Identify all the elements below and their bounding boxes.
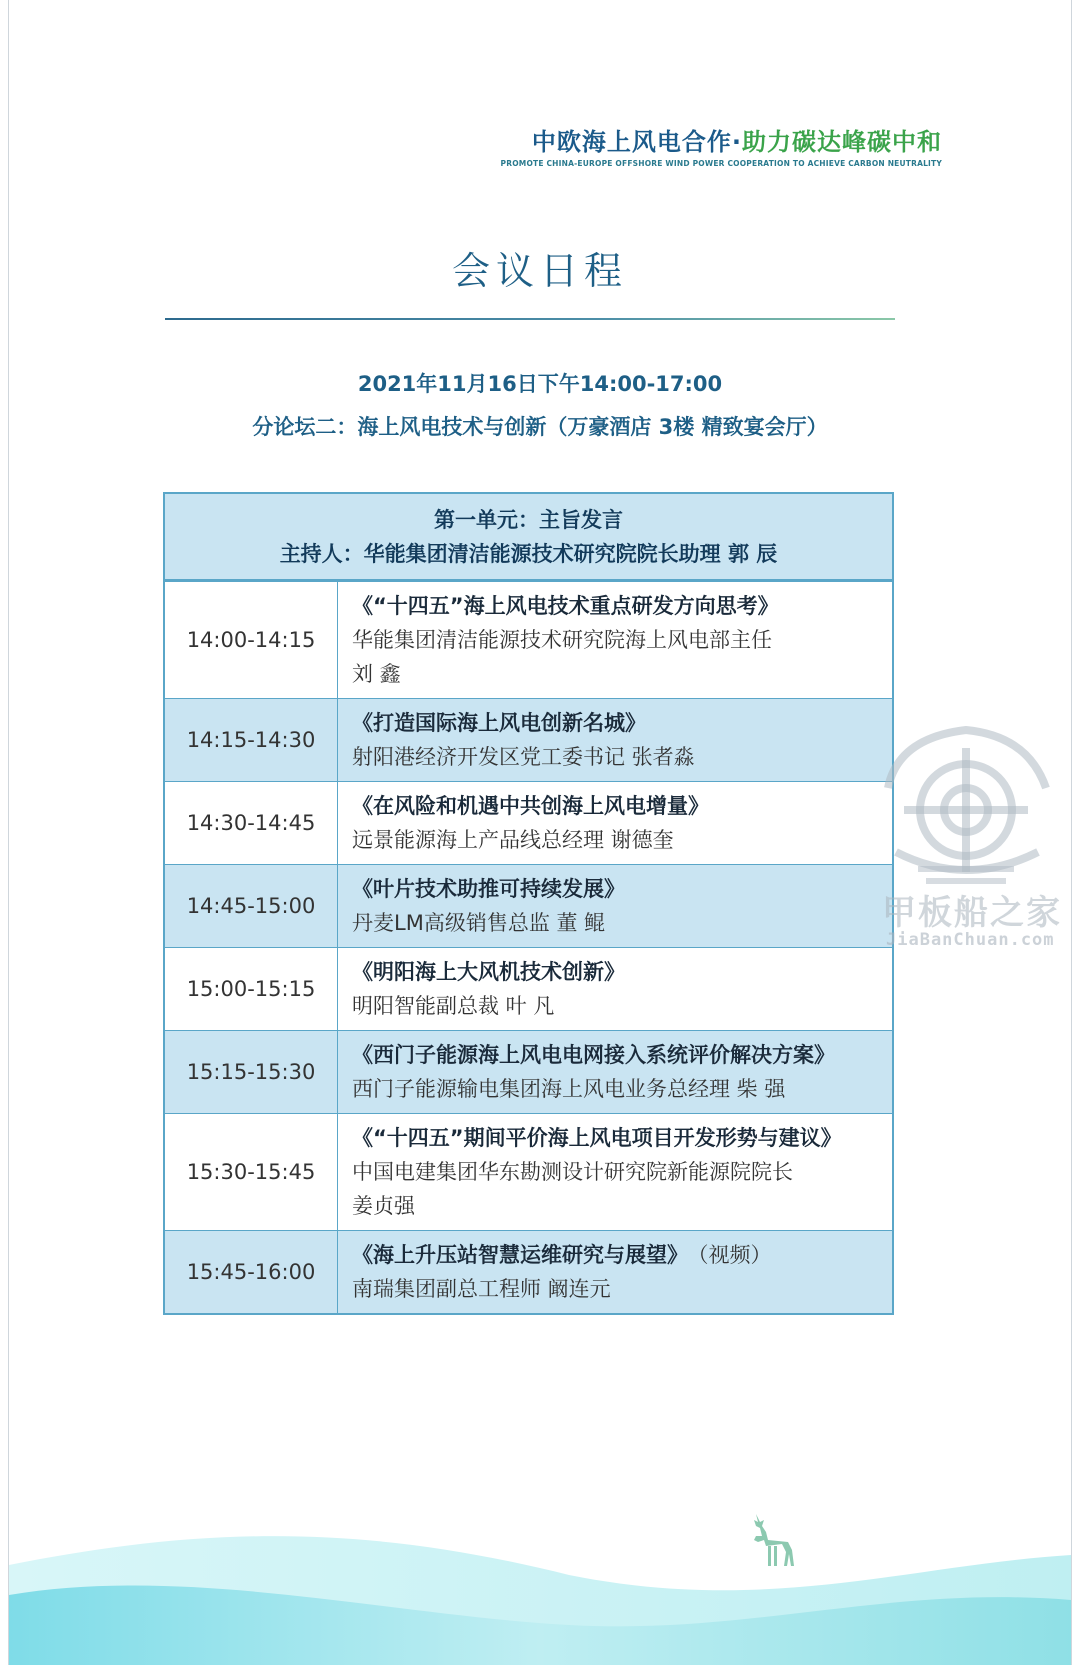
speaker-name: 姜贞强 xyxy=(352,1194,415,1218)
talk-cell xyxy=(338,1114,892,1230)
title-divider xyxy=(165,318,895,320)
agenda-row xyxy=(165,947,892,1030)
time-cell: 15:15-15:30 xyxy=(165,1031,338,1113)
agenda-row xyxy=(165,1230,892,1313)
speaker-line: 西门子能源输电集团海上风电业务总经理 柴 强 xyxy=(352,1077,786,1101)
talk-note: （视频） xyxy=(698,1243,772,1267)
talk-title: 《“十四五”海上风电技术重点研发方向思考》 xyxy=(352,594,779,618)
session-forum: 分论坛二：海上风电技术与创新（万豪酒店 3楼 精致宴会厅） xyxy=(252,415,828,439)
brand-title xyxy=(501,122,942,157)
talk-cell xyxy=(338,782,892,864)
agenda-row xyxy=(165,1030,892,1113)
watermark-url: JiaBanChuan.com xyxy=(886,930,1055,950)
agenda-row xyxy=(165,864,892,947)
time-cell: 14:15-14:30 xyxy=(165,699,338,781)
brand-header xyxy=(501,122,942,168)
time-cell: 15:00-15:15 xyxy=(165,948,338,1030)
session-datetime: 2021年11月16日下午14:00-17:00 xyxy=(357,372,723,396)
brand-title-part1: 中欧海上风电合作· xyxy=(531,128,742,156)
speaker-line: 中国电建集团华东勘测设计研究院新能源院院长 xyxy=(352,1160,793,1184)
agenda-table xyxy=(163,492,894,1315)
talk-title: 《在风险和机遇中共创海上风电增量》 xyxy=(352,794,709,818)
time-cell: 14:00-14:15 xyxy=(165,582,338,698)
brand-subtitle: PROMOTE CHINA-EUROPE OFFSHORE WIND POWER COOPERATION TO ACHIEVE CARBON NEUTRALITY xyxy=(500,159,942,168)
agenda-row xyxy=(165,1113,892,1230)
talk-cell xyxy=(338,699,892,781)
talk-title: 《“十四五”期间平价海上风电项目开发形势与建议》 xyxy=(352,1126,842,1150)
talk-cell xyxy=(338,582,892,698)
talk-cell xyxy=(338,1031,892,1113)
time-cell: 15:30-15:45 xyxy=(165,1114,338,1230)
talk-cell xyxy=(338,948,892,1030)
time-cell: 15:45-16:00 xyxy=(165,1231,338,1313)
talk-title: 《叶片技术助推可持续发展》 xyxy=(352,877,625,901)
wave-decoration-icon xyxy=(9,1505,1071,1665)
speaker-line: 远景能源海上产品线总经理 谢德奎 xyxy=(352,828,674,852)
talk-title: 《明阳海上大风机技术创新》 xyxy=(352,960,625,984)
speaker-line: 华能集团清洁能源技术研究院海上风电部主任 xyxy=(352,628,772,652)
brand-title-part2: 助力碳达峰碳中和 xyxy=(742,128,942,156)
unit-title: 第一单元：主旨发言 xyxy=(434,508,623,532)
talk-cell xyxy=(338,1231,892,1313)
talk-title: 《打造国际海上风电创新名城》 xyxy=(352,711,646,735)
time-cell: 14:45-15:00 xyxy=(165,865,338,947)
agenda-row xyxy=(165,781,892,864)
speaker-line: 南瑞集团副总工程师 阚连元 xyxy=(352,1277,611,1301)
speaker-name: 刘 鑫 xyxy=(352,662,401,686)
watermark-text: 甲板船之家 xyxy=(882,893,1062,933)
speaker-line: 明阳智能副总裁 叶 凡 xyxy=(352,994,555,1018)
speaker-line: 丹麦LM高级销售总监 董 鲲 xyxy=(352,911,606,935)
talk-title: 《西门子能源海上风电电网接入系统评价解决方案》 xyxy=(352,1043,835,1067)
host-line: 主持人：华能集团清洁能源技术研究院院长助理 郭 辰 xyxy=(279,542,778,566)
agenda-row xyxy=(165,581,892,698)
page-title: 会议日程 xyxy=(451,249,628,293)
agenda-header xyxy=(165,494,892,581)
time-cell: 14:30-14:45 xyxy=(165,782,338,864)
speaker-line: 射阳港经济开发区党工委书记 张者淼 xyxy=(352,745,695,769)
agenda-row xyxy=(165,698,892,781)
talk-cell xyxy=(338,865,892,947)
talk-title: 《海上升压站智慧运维研究与展望》 xyxy=(352,1243,688,1267)
